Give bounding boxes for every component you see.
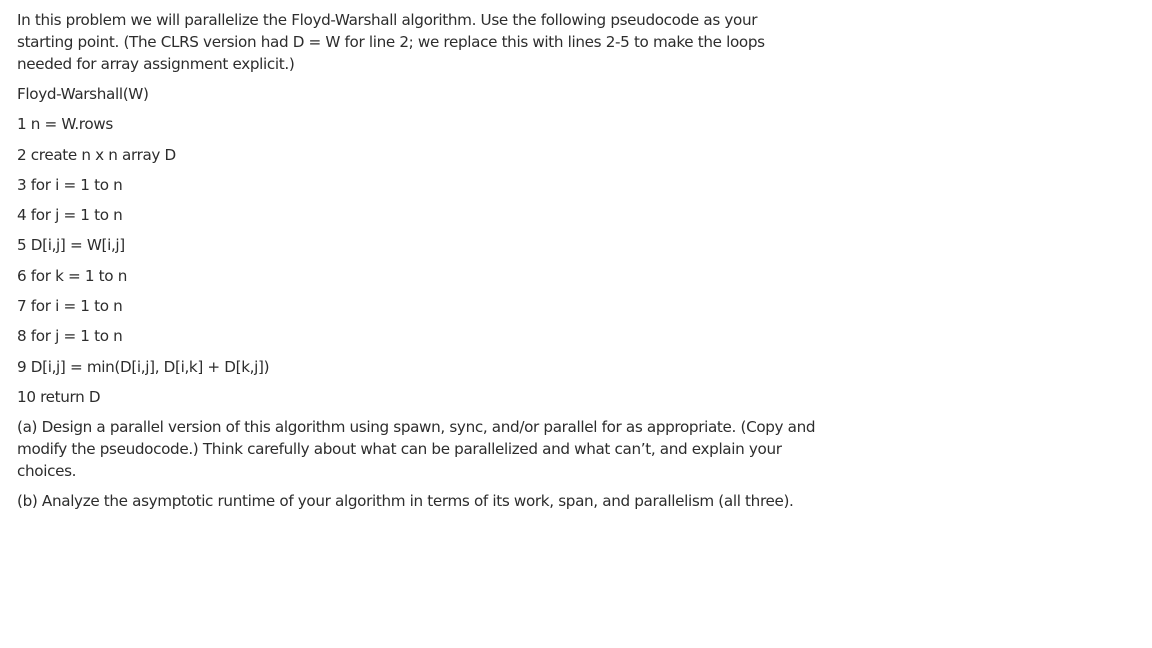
pseudocode-line: 6 for k = 1 to n [17, 266, 127, 285]
pseudocode-line: 10 return D [17, 387, 101, 406]
problem-document [17, 9, 817, 520]
pseudocode-line: 2 create n x n array D [17, 145, 176, 164]
pseudocode-line: 3 for i = 1 to n [17, 175, 123, 194]
pseudocode-line: 9 D[i,j] = min(D[i,j], D[i,k] + D[k,j]) [17, 357, 270, 376]
pseudocode-line: 8 for j = 1 to n [17, 327, 123, 346]
pseudocode-block [17, 83, 817, 408]
pseudocode-line: 5 D[i,j] = W[i,j] [17, 236, 125, 255]
part-b-question: (b) Analyze the asymptotic runtime of your algorithm in terms of its work, span, and parallelism (all three). [17, 492, 794, 511]
part-a-question: (a) Design a parallel version of this algorithm using spawn, sync, and/or parallel for as appropriate. (Copy and modify the pseudocode.) Think carefully about what can be parallelized and what can’t, and explain your choices. [17, 418, 816, 481]
pseudocode-header: Floyd-Warshall(W) [17, 85, 149, 103]
pseudocode-line: 1 n = W.rows [17, 115, 113, 134]
intro-paragraph: In this problem we will parallelize the Floyd-Warshall algorithm. Use the following pseudocode as your starting point. (The CLRS version had D = W for line 2; we replace this with lines 2-5 to make the loops needed for array assignment explicit.) [17, 11, 765, 73]
pseudocode-line: 7 for i = 1 to n [17, 297, 123, 316]
pseudocode-line: 4 for j = 1 to n [17, 206, 123, 225]
